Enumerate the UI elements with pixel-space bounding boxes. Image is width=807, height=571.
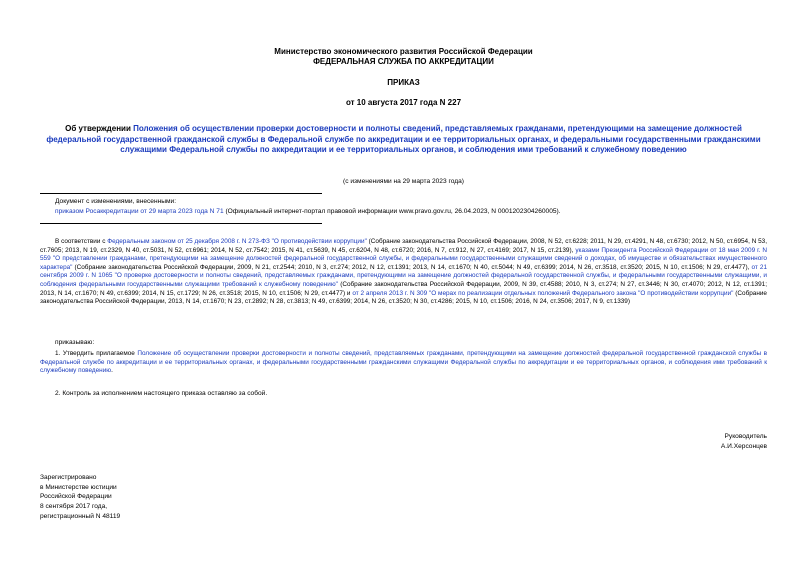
regulation-link[interactable]: Положение об осуществлении проверки достоверности и полноты сведений, представляемых гражданами, претендующими на замещение должностей федеральной государственной гражданской службы в Федеральной службе по аккредитации и ее территориальных органах, и федеральными государственными гражданскими служащими Федеральной службы по аккредитации и ее территориальных органов, и соблюдения ими требований к служебному поведению <box>40 350 767 375</box>
preamble-text-4: (Собрание законодательства Российской Федерации, 2009, N 39, ст.4588; 2010, N 3, ст.274; N 27, ст.3446; N 30, ст.4070; 2012, N 12, ст.1391; 2013, N 14, ст.1670; N 49, ст.6399; 2014, N 15, ст.1729; N 26, ст.3518; 2015, N 10, ст.1506; N 29, ст.4477) и <box>40 280 767 297</box>
item1-end: . <box>111 367 113 375</box>
document-date-number: от 10 августа 2017 года N 227 <box>345 98 462 107</box>
item1-text: 1. Утвердить прилагаемое <box>55 350 138 357</box>
order-item-2: 2. Контроль за исполнением настоящего приказа оставляю за собой. <box>55 390 268 397</box>
decree-309-link[interactable]: от 2 апреля 2013 г. N 309 "О мерах по реализации отдельных положений Федерального закона "О противодействии коррупции" <box>352 289 734 297</box>
preamble-text-2: (Собрание законодательства Российской Федерации, 2008, N 52, ст.6228; 2011, N 29, ст.4291, N 48, ст.6730; 2012, N 50, ст.6954, N 53, ст.7605; 2013, N 19, ст.2329, N 40, ст.5031, N 52, ст.6961; 2014, N 52, ст.7542; 2015, N 41, ст.5639, N 45, ст.6204, N 48, ст.6720; 2016, N 7, ст.912, N 27, ст.4169; 2017, N 15, ст.2139), <box>40 238 767 254</box>
title-regulation-link[interactable]: Положения об осуществлении проверки достоверности и полноты сведений, представляемых гражданами, претендующими на замещение должностей федеральной государственной гражданской службы в Федеральной службе по аккредитации и ее территориальных органах, и федеральными государственными гражданскими служащими Федеральной службы по аккредитации и ее территориальных органов, и соблюдения ими требований к служебному поведению <box>46 124 761 155</box>
document-type: ПРИКАЗ <box>387 78 420 87</box>
decree-559-link[interactable]: указами Президента Российской Федерации от 18 мая 2009 г. N 559 "О представлении гражданами, претендующими на замещение должностей федеральной государственной службы, и федеральными государственными служащими сведений о доходах, об имуществе и обязательствах имущественного характера" <box>40 246 767 271</box>
changes-label: Документ с изменениями, внесенными: <box>55 198 177 205</box>
signatory-name: А.И.Херсонцев <box>720 443 767 450</box>
registration-line-1: Зарегистрировано <box>40 474 97 481</box>
amendment-note: (с изменениями на 29 марта 2023 года) <box>343 178 464 185</box>
preamble-paragraph <box>40 238 767 307</box>
document-title <box>40 124 767 156</box>
order-item-1 <box>40 350 767 376</box>
divider-bottom <box>40 223 322 224</box>
registration-line-3: Российской Федерации <box>40 493 112 500</box>
ministry-name: Министерство экономического развития Российской Федерации <box>274 47 533 56</box>
signatory-position: Руководитель <box>724 433 767 440</box>
changes-line <box>55 208 561 217</box>
registration-line-4: 8 сентября 2017 года, <box>40 503 108 510</box>
service-name: ФЕДЕРАЛЬНАЯ СЛУЖБА ПО АККРЕДИТАЦИИ <box>313 57 494 66</box>
decree-1065-link[interactable]: от 21 сентября 2009 г. N 1065 "О проверке достоверности и полноты сведений, представляемых гражданами, претендующими на замещение должностей федеральной государственной службы, и федеральными государственными служащими, и соблюдения федеральными государственными служащими требований к служебному поведению" <box>40 263 767 288</box>
divider-top <box>40 193 322 194</box>
amending-order-link[interactable]: приказом Росаккредитации от 29 марта 2023 года N 71 <box>55 208 224 215</box>
changes-source: (Официальный интернет-портал правовой информации www.pravo.gov.ru, 26.04.2023, N 0001202304260005). <box>223 208 561 215</box>
title-prefix: Об утверждении <box>65 124 134 133</box>
order-word: приказываю: <box>55 339 95 346</box>
preamble-text-5: (Собрание законодательства Российской Федерации, 2013, N 14, ст.1670; N 23, ст.2892; N 28, ст.3813; N 49, ст.6399; 2014, N 26, ст.3520; N 30, ст.4286; 2015, N 10, ст.1506; 2016, N 24, ст.3506; 2017, N 9, ст.1339) <box>40 289 767 306</box>
registration-line-2: в Министерстве юстиции <box>40 484 117 491</box>
preamble-text-1: В соответствии с <box>55 238 108 245</box>
preamble-text-3: (Собрание законодательства Российской Федерации, 2009, N 21, ст.2544; 2010, N 3, ст.274; 2012, N 12, ст.1391; 2013, N 14, ст.1670; N 40, ст.5044; N 49, ст.6399; 2014, N 26, ст.3518, ст.3520; 2015, N 10, ст.1506; N 29, ст.4477), <box>72 263 752 271</box>
federal-law-273-link[interactable]: Федеральным законом от 25 декабря 2008 г. N 273-ФЗ "О противодействии коррупции" <box>107 238 367 245</box>
registration-line-5: регистрационный N 48119 <box>40 513 121 520</box>
